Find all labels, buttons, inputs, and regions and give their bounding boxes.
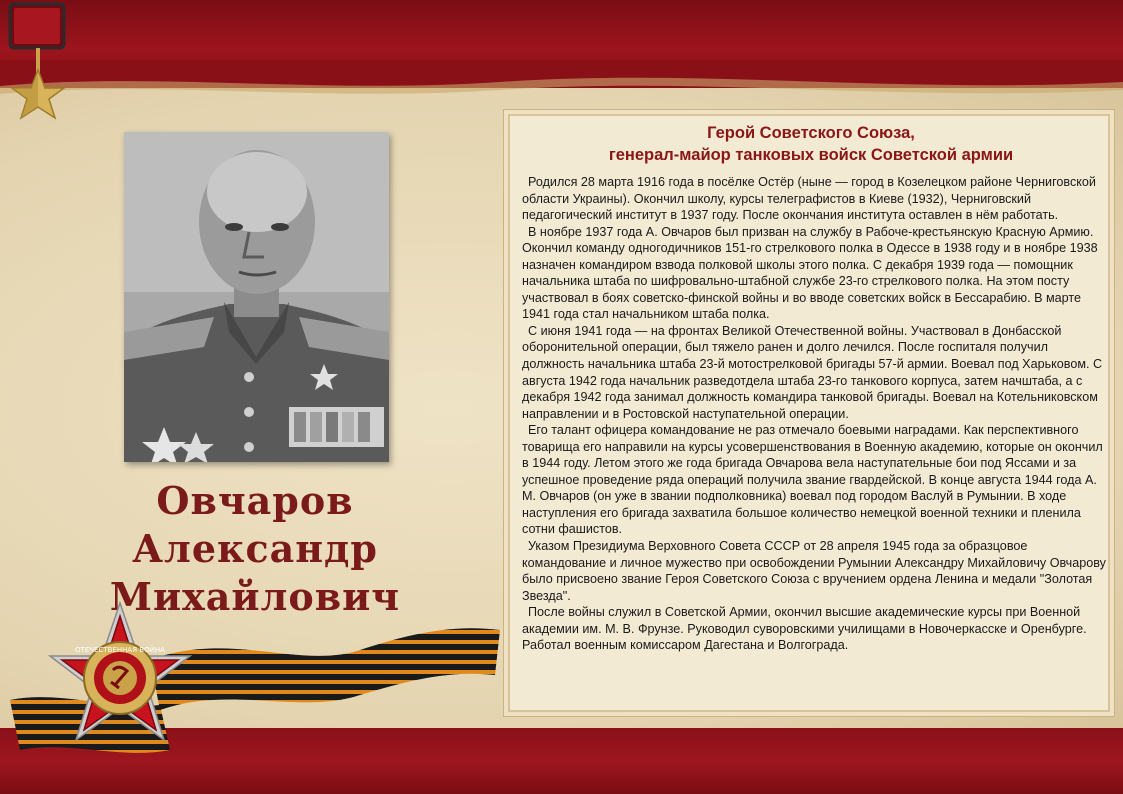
biography-paragraph: Родился 28 марта 1916 года в посёлке Остёр (ныне — город в Козелецком районе Черниговской области Украины). Окончил школу, курсы телеграфистов в Киеве (1932), Черниговский педагогический институт в 1937 году. После окончания института оставлен в нём работать. bbox=[522, 175, 1096, 223]
top-band-wave bbox=[0, 60, 1123, 120]
biography-paragraph: С июня 1941 года — на фронтах Великой Отечественной войны. Участвовал в Донбасской оборонительной операции, был тяжело ранен и долго лечился. После госпиталя получил должность начальника штаба 23-й мотострелковой бригады 57-й армии. Воевал под Харьковом. С августа 1942 года начальник разведотдела штаба 23-го танкового корпуса, затем начштаба, а с декабря 1942 года занимал должность командира танковой бригады. Воевал на Котельниковском направлении и в Ростовской наступательной операции. bbox=[522, 323, 1103, 421]
person-first-name: Александр bbox=[132, 526, 378, 571]
person-last-name: Овчаров bbox=[156, 478, 354, 523]
st-george-ribbon-with-order-icon bbox=[0, 600, 520, 794]
gold-star-medal-icon bbox=[0, 0, 80, 140]
portrait-drawing bbox=[124, 132, 389, 462]
order-emblem-text: ОТЕЧЕСТВЕННАЯ ВОЙНА bbox=[75, 646, 165, 654]
biography-panel bbox=[508, 114, 1110, 712]
title-heading-line1: Герой Советского Союза, bbox=[707, 124, 915, 142]
biography-paragraph: После войны служил в Советской Армии, окончил высшие академические курсы при Военной академии им. М. В. Фрунзе. Руководил суворовскими училищами в Новочеркасске и Оренбурге. Работал военным комиссаром Дагестана и Волгограда. bbox=[522, 605, 1087, 653]
portrait-photo bbox=[124, 132, 389, 462]
title-heading-line2: генерал-майор танковых войск Советской армии bbox=[608, 146, 1014, 164]
biography-paragraph: Его талант офицера командование не раз отмечало боевыми наградами. Как перспективного товарища его направили на курсы усовершенствования в Военную академию, которые он окончил в 1944 году. Летом этого же года бригада Овчарова вела наступательные бои под Яссами и за успешное проведение ряда операций получила звание гвардейской. В конце августа 1944 года А. М. Овчаров (он уже в звании подполковника) воевал под городом Васлуй в Румынии. В ходе наступления его бригада захватила большое количество немецкой военной техники и пленила сотни фашистов. bbox=[522, 423, 1103, 537]
person-patronymic: Михайлович bbox=[109, 574, 401, 619]
biography-paragraph: В ноябре 1937 года А. Овчаров был призван на службу в Рабоче-крестьянскую Красную Армию. Окончил команду одногодичников 151-го стрелкового полка в Одессе в 1938 году и в ноябре 1938 назначен командиром взвода полковой школы этого полка. С декабря 1939 года — помощник начальника штаба по шифровально-штабной службе 23-го стрелкового полка. На этом посту участвовал в боях советско-финской войны и во вводе советских войск в Бессарабию. В марте 1941 года стал начальником штаба полка. bbox=[522, 224, 1098, 322]
biography-paragraph: Указом Президиума Верховного Совета СССР от 28 апреля 1945 года за образцовое командование и личное мужество при освобождении Румынии Александру Михайловичу Овчарову было присвоено звание Героя Советского Союза с вручением ордена Ленина и медали "Золотая Звезда". bbox=[522, 539, 1106, 603]
biography-text bbox=[522, 174, 1107, 654]
